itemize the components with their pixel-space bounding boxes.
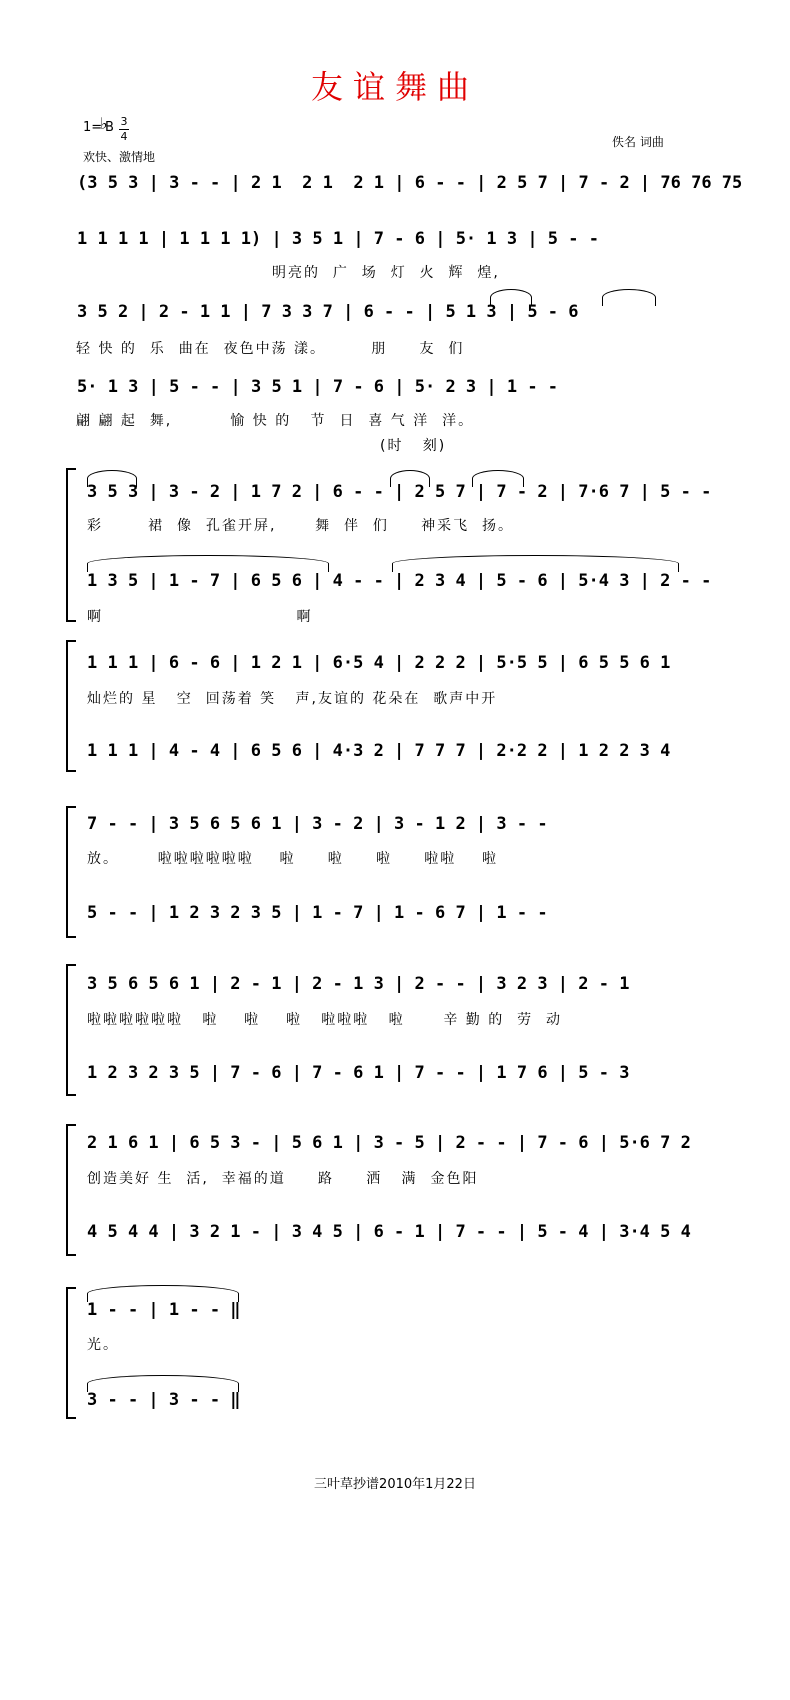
lyric-line-13: 创造美好 生 活, 幸福的道 路 洒 满 金色阳	[87, 1171, 479, 1187]
lyric-line-6: 啊 啊	[87, 609, 313, 625]
notation-line-1: (3 5 3 | 3 - - | 2 1 2 1 2 1 | 6 - - | 2 5 7 | 7 - 2 | 76 76 75	[77, 173, 743, 193]
lyric-line-4: 翩 翩 起 舞, 愉 快 的 节 日 喜 气 洋 洋。	[76, 413, 475, 429]
key-letter: B	[105, 120, 114, 135]
lyric-line-7: 灿烂的 星 空 回荡着 笑 声,友谊的 花朵在 歌声中开	[87, 691, 498, 707]
notation-line-11: 3 5 6 5 6 1 | 2 - 1 | 2 - 1 3 | 2 - - | 3 2 3 | 2 - 1	[87, 974, 630, 994]
notation-line-5: 3 5 3 | 3 - 2 | 1 7 2 | 6 - - | 2 5 7 | 7 - 2 | 7·6 7 | 5 - -	[87, 482, 712, 502]
composer-credit: 佚名 词曲	[612, 135, 664, 149]
notation-line-15: 1 - - | 1 - - ‖	[87, 1300, 241, 1320]
system-bracket-2	[66, 640, 76, 772]
notation-line-7: 1 1 1 | 6 - 6 | 1 2 1 | 6·5 4 | 2 2 2 | 5·5 5 | 6 5 5 6 1	[87, 653, 671, 673]
notation-line-2: 1 1 1 1 | 1 1 1 1) | 3 5 1 | 7 - 6 | 5· 1 3 | 5 - -	[77, 229, 599, 249]
song-title: 友谊舞曲	[310, 68, 479, 106]
key-signature	[83, 114, 128, 143]
system-bracket-5	[66, 1124, 76, 1256]
notation-line-16: 3 - - | 3 - - ‖	[87, 1390, 241, 1410]
notation-line-6: 1 3 5 | 1 - 7 | 6 5 6 | 4 - - | 2 3 4 | 5 - 6 | 5·4 3 | 2 - -	[87, 571, 712, 591]
lyric-line-15: 光。	[87, 1337, 119, 1353]
lyric-line-9: 放。 啦啦啦啦啦啦 啦 啦 啦 啦啦 啦	[87, 851, 499, 867]
notation-line-10: 5 - - | 1 2 3 2 3 5 | 1 - 7 | 1 - 6 7 | 1 - -	[87, 903, 548, 923]
footer-note: 三叶草抄谱2010年1月22日	[314, 1477, 476, 1492]
lyric-alt: (时 刻)	[380, 438, 447, 454]
time-signature	[119, 116, 129, 143]
notation-line-9: 7 - - | 3 5 6 5 6 1 | 3 - 2 | 3 - 1 2 | 3 - -	[87, 814, 548, 834]
lyric-line-2: 明亮的 广 场 灯 火 辉 煌,	[272, 265, 500, 281]
lyric-line-11: 啦啦啦啦啦啦 啦 啦 啦 啦啦啦 啦 辛 勤 的 劳 动	[87, 1012, 563, 1028]
notation-line-8: 1 1 1 | 4 - 4 | 6 5 6 | 4·3 2 | 7 7 7 | 2·2 2 | 1 2 2 3 4	[87, 741, 671, 761]
notation-line-4: 5· 1 3 | 5 - - | 3 5 1 | 7 - 6 | 5· 2 3 | 1 - -	[77, 377, 559, 397]
meter-top: 3	[120, 115, 128, 128]
notation-line-3: 3 5 2 | 2 - 1 1 | 7 3 3 7 | 6 - - | 5 1 3 | 5 - 6	[77, 302, 579, 322]
slur-arc	[602, 289, 656, 306]
tempo-marking: 欢快、激情地	[83, 150, 156, 164]
system-bracket-3	[66, 806, 76, 938]
lyric-line-3: 轻 快 的 乐 曲在 夜色中荡 漾。 朋 友 们	[76, 341, 465, 357]
flat-icon: ♭	[100, 114, 108, 133]
notation-line-13: 2 1 6 1 | 6 5 3 - | 5 6 1 | 3 - 5 | 2 - - | 7 - 6 | 5·6 7 2	[87, 1133, 691, 1153]
slur-arc	[390, 470, 430, 487]
slur-arc	[490, 289, 532, 306]
meter-bottom: 4	[120, 130, 128, 143]
slur-arc	[87, 1285, 239, 1302]
system-bracket-6	[66, 1287, 76, 1419]
system-bracket-4	[66, 964, 76, 1096]
slur-arc	[87, 470, 137, 487]
system-bracket-1	[66, 468, 76, 622]
key-prefix: 1=	[83, 120, 103, 135]
notation-line-12: 1 2 3 2 3 5 | 7 - 6 | 7 - 6 1 | 7 - - | 1 7 6 | 5 - 3	[87, 1063, 630, 1083]
notation-line-14: 4 5 4 4 | 3 2 1 - | 3 4 5 | 6 - 1 | 7 - - | 5 - 4 | 3·4 5 4	[87, 1222, 691, 1242]
slur-arc	[87, 555, 329, 572]
slur-arc	[392, 555, 679, 572]
slur-arc	[472, 470, 524, 487]
lyric-line-5: 彩 裙 像 孔雀开屏, 舞 伴 们 神采飞 扬。	[87, 518, 515, 534]
slur-arc	[87, 1375, 239, 1392]
